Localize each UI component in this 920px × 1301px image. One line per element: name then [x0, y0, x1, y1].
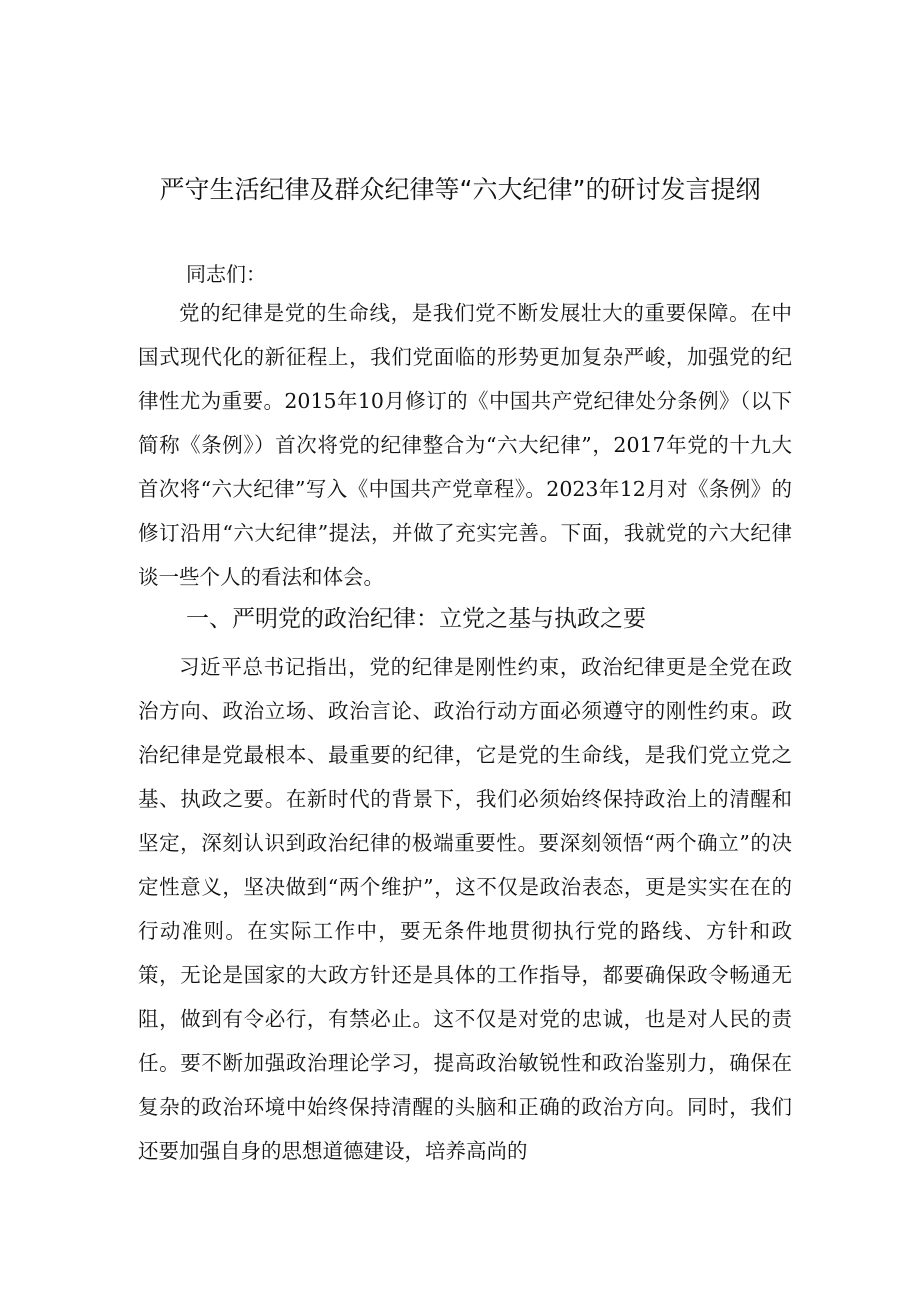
section-heading-1: 一、严明党的政治纪律：立党之基与执政之要: [186, 606, 646, 632]
paragraph-intro: 党的纪律是党的生命线，是我们党不断发展壮大的重要保障。在中国式现代化的新征程上，我们党面临的形势更加复杂严峻，加强党的纪律性尤为重要。2015年10月修订的《中国共产党纪律处分条例》（以下简称《条例》）首次将党的纪律整合为“六大纪律”，2017年党的十九大首次将“六大纪律”写入《中国共产党章程》。2023年12月对《条例》的修订沿用“六大纪律”提法，并做了充实完善。下面，我就党的六大纪律谈一些个人的看法和体会。: [138, 301, 792, 589]
document-title: 严守生活纪律及群众纪律等“六大纪律”的研讨发言提纲: [159, 175, 761, 204]
salutation: 同志们：: [186, 262, 266, 286]
paragraph-political-discipline: 习近平总书记指出，党的纪律是刚性约束，政治纪律更是全党在政治方向、政治立场、政治言论、政治行动方面必须遵守的刚性约束。政治纪律是党最根本、最重要的纪律，它是党的生命线，是我们党立党之基、执政之要。在新时代的背景下，我们必须始终保持政治上的清醒和坚定，深刻认识到政治纪律的极端重要性。要深刻领悟“两个确立”的决定性意义，坚决做到“两个维护”，这不仅是政治表态，更是实实在在的行动准则。在实际工作中，要无条件地贯彻执行党的路线、方针和政策，无论是国家的大政方针还是具体的工作指导，都要确保政令畅通无阻，做到有令必行，有禁必止。这不仅是对党的忠诚，也是对人民的责任。要不断加强政治理论学习，提高政治敏锐性和政治鉴别力，确保在复杂的政治环境中始终保持清醒的头脑和正确的政治方向。同时，我们还要加强自身的思想道德建设，培养高尚的: [138, 655, 792, 1163]
